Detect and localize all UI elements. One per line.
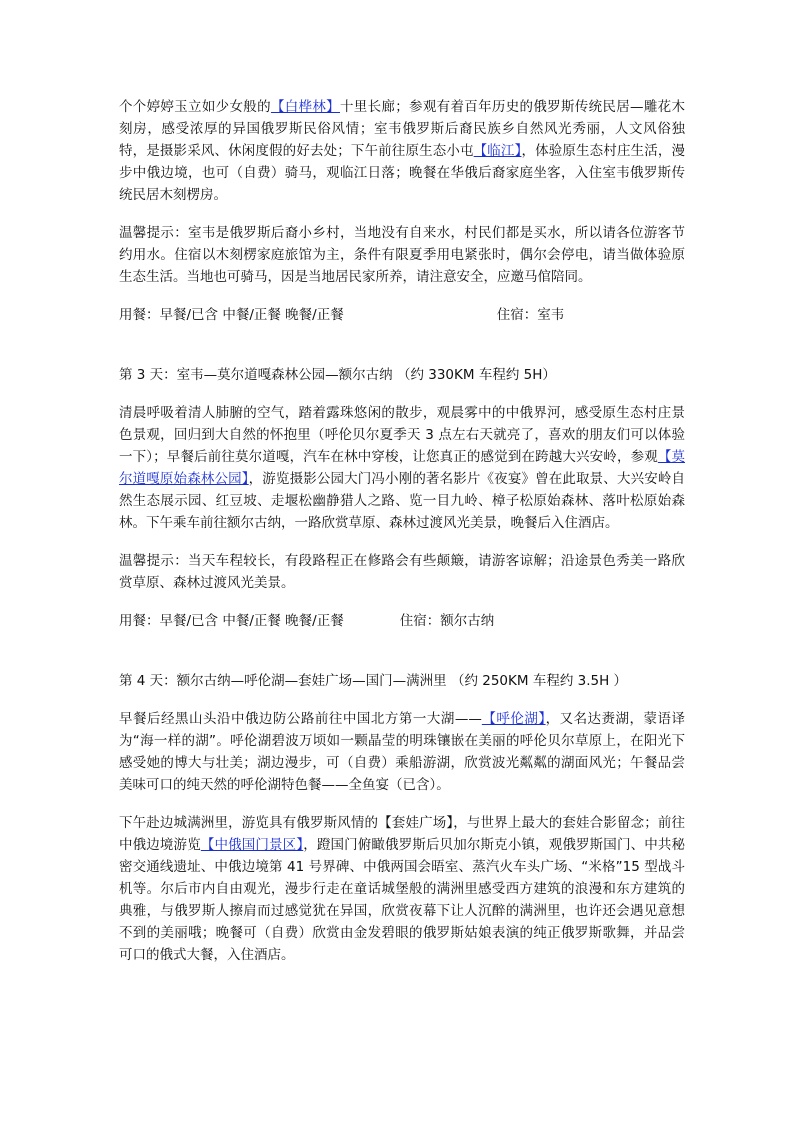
paragraph-text: ，蹬国门俯瞰俄罗斯后贝加尔斯克小镇，观俄罗斯国门、中共秘密交通线遗址、中俄边境第 41 号界碑、中俄两国会晤室、蒸汽火车头广场、“米格”15 型战斗机等。尔后市内自由观光，漫步行走在童话城堡般的满洲里感受西方建筑的浪漫和东方建筑的典雅，与俄罗斯人擦肩而过感觉犹在异国，欣赏夜幕下让人沉醉的满洲里，也许还会遇见意想不到的美丽哦；晚餐可（自费）欣赏由金发碧眼的俄罗斯姑娘表演的纯正俄罗斯歌舞，并品尝可口的俄式大餐，入住酒店。 <box>119 837 686 963</box>
paragraph-hulun-lake <box>119 708 685 796</box>
link-linjiang[interactable]: 【临江】 <box>473 143 522 159</box>
tip-shiwei: 温馨提示：室韦是俄罗斯后裔小乡村，当地没有自来水，村民们都是买水，所以请各位游客节约用水。住宿以木刻楞家庭旅馆为主，条件有限夏季用电紧张时，偶尔会停电，请当做体验原生态生活。当地也可骑马，因是当地居民家所养，请注意安全，应邀马倌陪同。 <box>119 225 685 285</box>
link-hulun-lake[interactable]: 【呼伦湖】 <box>481 711 546 727</box>
tip-day3: 温馨提示：当天车程较长，有段路程正在修路会有些颠簸，请游客谅解；沿途景色秀美一路欣赏草原、森林过渡风光美景。 <box>119 553 685 591</box>
paragraph-birch-forest <box>119 96 685 206</box>
paragraph-text: ，游览摄影公园大门冯小刚的著名影片《夜宴》曾在此取景、大兴安岭自然生态展示园、红豆坡、走堰松幽静猎人之路、览一目九岭、樟子松原始森林、落叶松原始森林。下午乘车前往额尔古纳，一路欣赏草原、森林过渡风光美景，晚餐后入住酒店。 <box>119 471 686 531</box>
meal-row-day2 <box>119 304 685 326</box>
paragraph-text: 个个婷婷玉立如少女般的 <box>119 99 271 115</box>
link-border-gate[interactable]: 【中俄国门景区】 <box>200 837 304 853</box>
paragraph-text: ，体验原生态村庄生活，漫步中俄边境，也可（自费）骑马，观临江日落；晚餐在华俄后裔家庭坐客，入住室韦俄罗斯传统民居木刻楞房。 <box>119 143 686 203</box>
document-body <box>119 96 685 966</box>
paragraph-text: 十里长廊；参观有着百年历史的俄罗斯传统民居—雕花木刻房，感受浓厚的异国俄罗斯民俗风情；室韦俄罗斯后裔民族乡自然风光秀丽，人文风俗独特，是摄影采风、休闲度假的好去处；下午前往原生态小屯 <box>119 99 685 159</box>
day3-heading: 第 3 天：室韦—莫尔道嘎森林公园—额尔古纳 （约 330KM 车程约 5H） <box>119 367 556 383</box>
meals-text: 用餐：早餐/已含 中餐/正餐 晚餐/正餐 <box>119 307 344 323</box>
paragraph-text: 早餐后经黑山头沿中俄边防公路前往中国北方第一大湖—— <box>119 711 482 727</box>
meals-text: 用餐：早餐/已含 中餐/正餐 晚餐/正餐 <box>119 613 344 629</box>
link-birch-forest[interactable]: 【白桦林】 <box>270 99 340 115</box>
paragraph-text: ，又名达赉湖，蒙语译为“海一样的湖”。呼伦湖碧波万顷如一颗晶莹的明珠镶嵌在美丽的呼伦贝尔草原上，在阳光下感受她的博大与壮美；湖边漫步，可（自费）乘船游湖，欣赏波光粼粼的湖面风光；午餐品尝美味可口的纯天然的呼伦湖特色餐——全鱼宴（已含）。 <box>119 711 686 793</box>
link-mordaoga-park[interactable]: 【莫尔道嘎原始森林公园】 <box>119 449 685 487</box>
paragraph-manzhouli <box>119 812 685 966</box>
paragraph-text: 下午赴边城满洲里，游览具有俄罗斯风情的【套娃广场】，与世界上最大的套娃合影留念；前往中俄边境游览 <box>119 815 685 853</box>
paragraph-day3 <box>119 402 685 534</box>
stay-text: 住宿：室韦 <box>496 307 565 323</box>
stay-text: 住宿：额尔古纳 <box>399 613 495 629</box>
meal-row-day3 <box>119 610 685 632</box>
day4-heading: 第 4 天：额尔古纳—呼伦湖—套娃广场—国门—满洲里 （约 250KM 车程约 3.5H ） <box>119 673 628 689</box>
paragraph-text: 清晨呼吸着清人肺腑的空气，踏着露珠悠闲的散步，观晨雾中的中俄界河，感受原生态村庄景色景观，回归到大自然的怀抱里（呼伦贝尔夏季天 3 点左右天就亮了，喜欢的朋友们可以体验一下）；早餐后前往莫尔道嘎，汽车在林中穿梭，让您真正的感觉到在跨越大兴安岭，参观 <box>119 405 685 465</box>
